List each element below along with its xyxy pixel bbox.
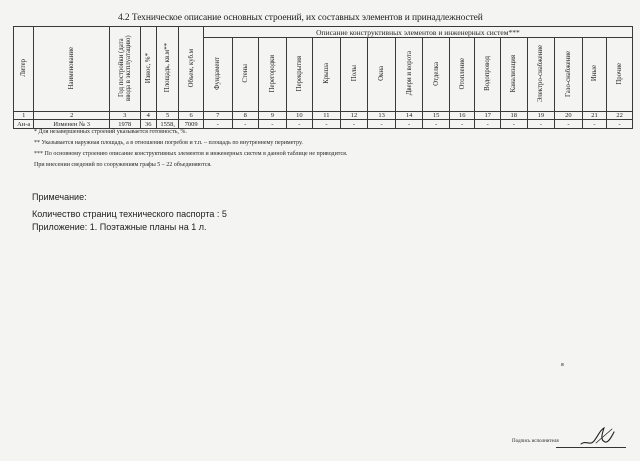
col-header-13: Окна [368, 38, 396, 112]
signature-label: Подпись исполнителя [512, 439, 559, 444]
cell-empty: - [555, 120, 583, 129]
cell-year: 1978 [109, 120, 140, 129]
col-num: 17 [475, 112, 501, 120]
cell-empty: - [232, 120, 259, 129]
signature-scribble-icon [578, 420, 618, 450]
cell-empty: - [527, 120, 555, 129]
col-num: 13 [368, 112, 396, 120]
cell-empty: - [475, 120, 501, 129]
col-num: 1 [14, 112, 34, 120]
col-header-18: Канализация [501, 38, 528, 112]
col-header-8: Стены [232, 38, 259, 112]
col-header-9: Перегородки [259, 38, 287, 112]
remarks-pages: Количество страниц технического паспорта : 5 [32, 209, 227, 219]
col-header-2: Наименование [34, 27, 110, 112]
col-num: 20 [555, 112, 583, 120]
footnote-3: *** По основному строению описание конструктивных элементов и инженерных систем в данной таблице не приводится. [34, 151, 348, 157]
group-header: Описание конструктивных элементов и инженерных систем*** [203, 27, 632, 38]
col-num: 19 [527, 112, 555, 120]
header-row [14, 27, 633, 38]
col-header-15: Отделка [423, 38, 450, 112]
col-header-5: Площадь, кв.м** [156, 27, 178, 112]
column-number-row [14, 112, 633, 120]
cell-name: Изменен № 3 [34, 120, 110, 129]
col-header-1: Литер [14, 27, 34, 112]
col-header-11: Крыша [313, 38, 341, 112]
col-header-14: Двери и ворота [395, 38, 423, 112]
col-num: 11 [313, 112, 341, 120]
footnote-2: ** Указывается наружная площадь, а в отношении погребов и т.п. – площадь по внутреннему периметру. [34, 140, 303, 146]
col-header-12: Полы [340, 38, 368, 112]
remarks-block [32, 191, 452, 234]
col-num: 22 [607, 112, 633, 120]
col-header-7: Фундамент [203, 38, 232, 112]
footnote-4: При внесении сведений по сооружениям графы 5 – 22 объединяются. [34, 162, 212, 168]
col-num: 8 [232, 112, 259, 120]
cell-empty: - [501, 120, 528, 129]
col-num: 2 [34, 112, 110, 120]
cell-volume: 7009 [179, 120, 204, 129]
cell-empty: - [395, 120, 423, 129]
col-header-16: Отопление [449, 38, 475, 112]
col-header-20: Газо-снабжение [555, 38, 583, 112]
cell-empty: - [423, 120, 450, 129]
col-header-21: Иные [582, 38, 607, 112]
cell-liter: Ан-а [14, 120, 34, 129]
footnotes [34, 127, 574, 171]
col-num: 15 [423, 112, 450, 120]
section-title: 4.2 Техническое описание основных строений, их составных элементов и принадлежностей [118, 13, 483, 23]
cell-empty: - [368, 120, 396, 129]
col-num: 21 [582, 112, 607, 120]
col-num: 6 [179, 112, 204, 120]
col-header-6: Объем, куб.м [179, 27, 204, 112]
remarks-attachment: Приложение: 1. Поэтажные планы на 1 л. [32, 222, 207, 232]
cell-area: 1558, [156, 120, 178, 129]
col-num: 16 [449, 112, 475, 120]
col-header-19: Электро-снабжение [527, 38, 555, 112]
cell-empty: - [203, 120, 232, 129]
col-num: 18 [501, 112, 528, 120]
col-num: 3 [109, 112, 140, 120]
col-header-10: Перекрытия [286, 38, 313, 112]
col-num: 14 [395, 112, 423, 120]
tech-description-table [13, 26, 633, 129]
col-num: 4 [140, 112, 156, 120]
col-header-22: Прочие [607, 38, 633, 112]
cell-empty: - [340, 120, 368, 129]
col-header-17: Водопровод [475, 38, 501, 112]
stray-mark: я [561, 362, 564, 368]
footnote-1: * Для незавершенных строений указывается готовность, %. [34, 129, 187, 135]
col-num: 12 [340, 112, 368, 120]
cell-empty: - [313, 120, 341, 129]
col-num: 9 [259, 112, 287, 120]
remarks-heading: Примечание: [32, 192, 87, 202]
cell-empty: - [259, 120, 287, 129]
col-num: 10 [286, 112, 313, 120]
cell-wear: 36 [140, 120, 156, 129]
col-header-4: Износ, %* [140, 27, 156, 112]
cell-empty: - [607, 120, 633, 129]
col-header-3: Год постройки (дата ввода в эксплуатацию) [109, 27, 140, 112]
col-num: 5 [156, 112, 178, 120]
col-num: 7 [203, 112, 232, 120]
cell-empty: - [582, 120, 607, 129]
cell-empty: - [449, 120, 475, 129]
cell-empty: - [286, 120, 313, 129]
